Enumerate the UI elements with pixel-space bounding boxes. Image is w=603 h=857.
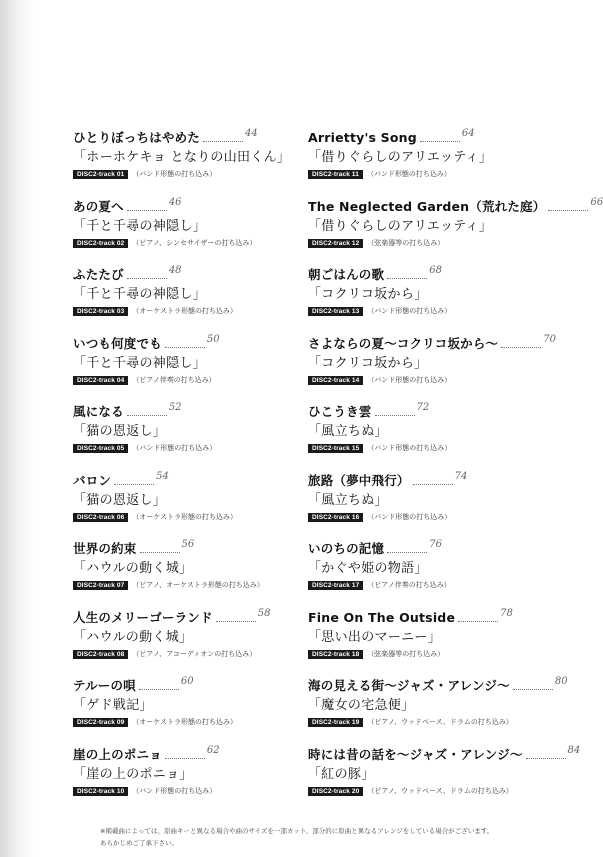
page-number: 60	[180, 676, 194, 687]
track-badge: DISC2-track 05	[73, 444, 128, 453]
film-title: 「借りぐらしのアリエッティ」	[308, 218, 493, 234]
page-number: 74	[454, 470, 468, 482]
page-number: 78	[500, 607, 513, 619]
track-note: （ピアノ伴奏の打ち込み）	[132, 375, 216, 384]
track-note: （バンド形態の打ち込み）	[367, 512, 452, 521]
right-column	[308, 128, 603, 815]
track-badge: DISC2-track 16	[308, 513, 363, 522]
track-line	[308, 512, 578, 523]
film-title: 「風立ちぬ」	[308, 492, 388, 508]
title-line	[73, 333, 343, 352]
song-title: バロン	[73, 472, 112, 488]
track-badge: DISC2-track 09	[73, 718, 128, 727]
track-note: （ピアノ伴奏の打ち込み）	[367, 581, 451, 589]
page-number: 70	[543, 333, 556, 345]
track-note: （バンド形態の打ち込み）	[132, 444, 217, 452]
title-line	[308, 744, 581, 763]
dot-leader	[375, 414, 415, 416]
song-entry	[73, 541, 343, 610]
dot-leader	[413, 483, 453, 485]
track-line	[308, 306, 578, 317]
track-badge: DISC2-track 02	[73, 239, 128, 248]
track-badge: DISC2-track 13	[308, 307, 363, 316]
track-badge: DISC2-track 20	[308, 787, 363, 796]
song-title: ひとりぼっちはやめた	[73, 130, 201, 145]
track-line	[73, 169, 343, 180]
song-entry	[308, 196, 603, 268]
dot-leader	[387, 277, 427, 279]
track-note: （ピアノ、シンセサイザーの打ち込み）	[132, 238, 257, 247]
title-line	[73, 267, 343, 283]
song-title: ふたたび	[73, 267, 124, 282]
film-title: 「コクリコ坂から」	[308, 287, 428, 302]
track-badge: DISC2-track 15	[308, 444, 363, 453]
dot-leader	[127, 414, 167, 416]
song-entry	[73, 196, 343, 268]
song-title: 旅路（夢中飛行）	[308, 472, 410, 488]
title-line	[308, 470, 578, 489]
track-badge: DISC2-track 14	[308, 376, 363, 385]
song-title: Arrietty's Song	[308, 130, 417, 145]
song-title: 人生のメリーゴーランド	[73, 609, 213, 625]
title-line	[308, 267, 578, 283]
song-entry	[73, 333, 343, 405]
track-line	[308, 238, 578, 249]
track-line	[73, 512, 343, 523]
binding-shadow	[0, 0, 34, 857]
title-line	[308, 196, 603, 215]
song-title: あの夏へ	[73, 198, 124, 214]
song-title: さよならの夏〜コクリコ坂から〜	[308, 335, 499, 351]
page-number: 64	[461, 128, 475, 139]
page-number: 62	[206, 744, 220, 756]
track-note: （弦楽器等の打ち込み）	[367, 649, 445, 658]
page-number: 46	[168, 196, 182, 208]
track-note: （バンド形態の打ち込み）	[367, 307, 452, 315]
song-title: 海の見える街〜ジャズ・アレンジ〜	[308, 678, 510, 693]
song-entry	[73, 678, 343, 747]
track-badge: DISC2-track 08	[73, 650, 128, 659]
title-line	[73, 470, 343, 489]
track-line	[308, 375, 578, 386]
film-title: 「ホーホケキョ となりの山田くん」	[73, 150, 291, 165]
film-title: 「紅の豚」	[308, 766, 375, 782]
title-line	[73, 541, 343, 557]
title-line	[73, 744, 343, 763]
song-entry	[73, 744, 343, 816]
track-line	[308, 443, 578, 454]
title-line	[73, 196, 343, 215]
dot-leader	[114, 483, 154, 485]
track-note: （オーケストラ形態の打ち込み）	[132, 307, 238, 315]
title-line	[308, 607, 578, 626]
title-line	[73, 130, 343, 146]
song-entry	[73, 470, 343, 542]
dot-leader	[165, 757, 205, 759]
dot-leader	[127, 277, 167, 279]
song-entry	[308, 678, 578, 747]
dot-leader	[420, 140, 460, 142]
page-number: 84	[567, 744, 581, 756]
track-note: （弦楽器等の打ち込み）	[367, 238, 445, 247]
song-entry	[73, 130, 343, 199]
song-title: ひこうき雲	[308, 404, 372, 419]
track-badge: DISC2-track 19	[308, 718, 363, 727]
film-title: 「コクリコ坂から」	[308, 355, 428, 371]
song-title: テルーの唄	[73, 678, 136, 693]
track-note: （バンド形態の打ち込み）	[367, 444, 452, 452]
song-title: 崖の上のポニョ	[73, 746, 162, 762]
song-title: いのちの記憶	[308, 541, 385, 556]
page-number: 54	[156, 470, 169, 482]
film-title: 「風立ちぬ」	[308, 424, 388, 439]
title-line	[308, 130, 578, 146]
page-number: 68	[429, 265, 442, 276]
track-line	[73, 717, 343, 728]
track-note: （ピアノ、オーケストラ形態の打ち込み）	[132, 581, 264, 589]
page-number: 44	[245, 128, 258, 139]
track-badge: DISC2-track 06	[73, 513, 128, 522]
dot-leader	[387, 551, 427, 553]
dot-leader	[513, 688, 553, 690]
page-number: 72	[416, 402, 430, 413]
track-note: （バンド形態の打ち込み）	[132, 786, 217, 795]
song-entry	[308, 470, 578, 542]
track-badge: DISC2-track 01	[73, 170, 128, 179]
song-entry	[308, 267, 578, 336]
page-number: 66	[590, 196, 603, 208]
film-title: 「かぐや姫の物語」	[308, 561, 428, 576]
dot-leader	[127, 209, 167, 211]
dot-leader	[458, 620, 498, 622]
page-number: 76	[429, 539, 442, 550]
song-title: いつも何度でも	[73, 335, 162, 351]
dot-leader	[140, 551, 180, 553]
song-title: 風になる	[73, 404, 124, 419]
dot-leader	[501, 346, 541, 348]
page-number: 58	[257, 607, 271, 619]
track-line	[308, 717, 578, 728]
page-number: 52	[168, 402, 182, 413]
track-badge: DISC2-track 04	[73, 376, 128, 385]
song-entry	[308, 130, 578, 199]
film-title: 「千と千尋の神隠し」	[73, 218, 207, 234]
track-line	[308, 786, 578, 797]
track-line	[308, 580, 578, 591]
song-entry	[73, 404, 343, 473]
track-line	[73, 443, 343, 454]
track-note: （オーケストラ形態の打ち込み）	[132, 718, 238, 726]
title-line	[308, 678, 578, 694]
track-line	[308, 649, 578, 660]
song-title: 朝ごはんの歌	[308, 267, 385, 282]
film-title: 「ハウルの動く城」	[73, 629, 193, 645]
song-entry	[73, 607, 343, 679]
track-line	[73, 580, 343, 591]
song-entry	[308, 744, 581, 816]
track-badge: DISC2-track 07	[73, 581, 128, 590]
dot-leader	[548, 209, 588, 211]
film-title: 「猫の恩返し」	[73, 424, 167, 439]
track-badge: DISC2-track 17	[308, 581, 363, 590]
track-note: （バンド形態の打ち込み）	[132, 170, 217, 178]
track-badge: DISC2-track 11	[308, 170, 363, 179]
song-entry	[308, 607, 578, 679]
title-line	[73, 678, 343, 694]
track-note: （ピアノ、ウッドベース、ドラムの打ち込み）	[367, 718, 513, 726]
song-entry	[308, 333, 578, 405]
track-badge: DISC2-track 18	[308, 650, 363, 659]
dot-leader	[526, 757, 566, 759]
dot-leader	[165, 346, 205, 348]
title-line	[73, 404, 343, 420]
page-number: 56	[181, 539, 195, 550]
track-note: （バンド形態の打ち込み）	[367, 375, 452, 384]
track-badge: DISC2-track 03	[73, 307, 128, 316]
title-line	[308, 333, 578, 352]
track-note: （オーケストラ形態の打ち込み）	[132, 512, 238, 521]
track-line	[73, 238, 343, 249]
track-line	[73, 786, 343, 797]
dot-leader	[203, 140, 243, 142]
film-title: 「魔女の宅急便」	[308, 698, 415, 713]
film-title: 「千と千尋の神隠し」	[73, 355, 207, 371]
song-entry	[308, 541, 578, 610]
track-line	[73, 649, 343, 660]
dot-leader	[216, 620, 256, 622]
title-line	[73, 607, 343, 626]
left-column	[73, 130, 343, 815]
dot-leader	[139, 688, 179, 690]
film-title: 「借りぐらしのアリエッティ」	[308, 150, 493, 165]
song-entry	[73, 267, 343, 336]
film-title: 「猫の恩返し」	[73, 492, 167, 508]
song-title: Fine On The Outside	[308, 609, 456, 625]
track-note: （バンド形態の打ち込み）	[366, 170, 451, 178]
page-number: 80	[554, 676, 568, 687]
footnote	[100, 825, 530, 849]
footnote-line-2: あらかじめご了承下さい。	[100, 839, 178, 847]
track-line	[73, 306, 343, 317]
track-line	[308, 169, 578, 180]
page-number: 48	[168, 265, 182, 276]
song-title: 世界の約束	[73, 541, 137, 556]
film-title: 「ゲド戦記」	[73, 698, 153, 713]
track-badge: DISC2-track 10	[73, 787, 128, 796]
track-note: （ピアノ、ウッドベース、ドラムの打ち込み）	[367, 786, 513, 795]
film-title: 「ハウルの動く城」	[73, 561, 193, 576]
film-title: 「崖の上のポニョ」	[73, 766, 193, 782]
track-line	[73, 375, 343, 386]
track-note: （ピアノ、アコーディオンの打ち込み）	[132, 649, 257, 658]
title-line	[308, 541, 578, 557]
song-entry	[308, 404, 578, 473]
footnote-line-1: ※掲載曲によっては、原曲キーと異なる場合や曲のサイズを一部カット、部分的に原曲と異なるアレンジをしている場合がございます。	[100, 827, 494, 835]
song-title: 時には昔の話を〜ジャズ・アレンジ〜	[308, 746, 523, 762]
page-number: 50	[206, 333, 220, 345]
track-badge: DISC2-track 12	[308, 239, 363, 248]
song-title: The Neglected Garden（荒れた庭）	[308, 198, 546, 214]
film-title: 「思い出のマーニー」	[308, 629, 442, 645]
title-line	[308, 404, 578, 420]
film-title: 「千と千尋の神隠し」	[73, 287, 207, 302]
